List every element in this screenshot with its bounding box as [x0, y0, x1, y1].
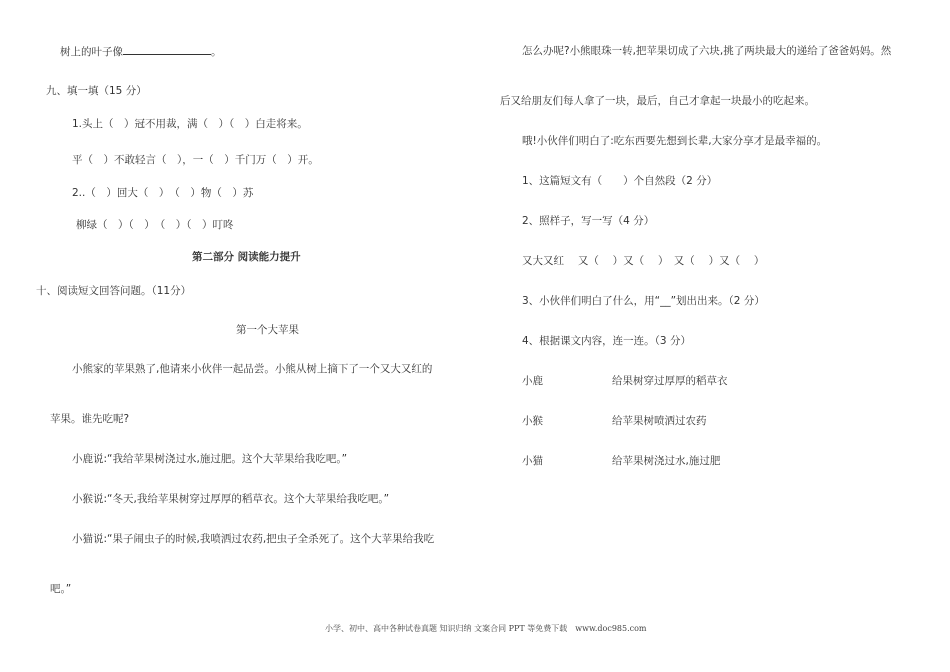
question-2: 2、照样子，写一写（4 分）: [522, 215, 655, 227]
match-deed-2: 给苹果树喷洒过农药: [612, 415, 707, 427]
match-animal-1: 小鹿: [522, 375, 543, 387]
answer-blank[interactable]: [123, 44, 211, 55]
story-title: 第一个大苹果: [236, 324, 299, 336]
section-9-heading: 九、填一填（15 分）: [46, 85, 147, 97]
story-paragraph-1b: 苹果。谁先吃呢?: [50, 413, 130, 425]
question-1: 1、这篇短文有（ ）个自然段（2 分）: [522, 175, 718, 187]
story-paragraph-1a: 小熊家的苹果熟了,他请来小伙伴一起品尝。小熊从树上摘下了一个又大又红的: [72, 363, 433, 375]
match-deed-1: 给果树穿过厚厚的稻草衣: [612, 375, 728, 387]
match-animal-2: 小猴: [522, 415, 543, 427]
page-footer: 小学、初中、高中各种试卷真题 知识归纳 文案合同 PPT 等免费下载 www.doc985.com: [325, 624, 647, 633]
question-4: 4、根据课文内容，连一连。（3 分）: [522, 335, 691, 347]
fill-item-4: 柳绿（ ）（ ） （ ）（ ）叮咚: [76, 219, 234, 231]
story-paragraph-4a: 小猫说:“果子闹虫子的时候,我喷洒过农药,把虫子全杀死了。这个大苹果给我吃: [72, 533, 435, 545]
match-animal-3: 小猫: [522, 455, 543, 467]
section-10-heading: 十、阅读短文回答问题。（11分）: [36, 285, 192, 297]
fill-item-2: 平（ ）不敢轻言（ ），一（ ）千门万（ ）开。: [72, 154, 319, 166]
question-3: 3、小伙伴们明白了什么，用“__”划出出来。（2 分）: [522, 295, 765, 307]
story-paragraph-2: 小鹿说:“我给苹果树浇过水,施过肥。这个大苹果给我吃吧。”: [72, 453, 348, 465]
story-paragraph-4b: 吧。”: [50, 583, 72, 595]
fill-item-3: 2..（ ）回大（ ） （ ）物（ ）苏: [72, 187, 254, 199]
story-paragraph-5a: 怎么办呢?小熊眼珠一转,把苹果切成了六块,挑了两块最大的递给了爸爸妈妈。然: [522, 45, 892, 57]
part-2-title: 第二部分 阅读能力提升: [192, 251, 301, 263]
match-deed-3: 给苹果树浇过水,施过肥: [612, 455, 721, 467]
story-paragraph-5b: 后又给朋友们每人拿了一块，最后，自己才拿起一块最小的吃起来。: [500, 95, 815, 107]
fill-item-1: 1.头上（ ）冠不用裁，满（ ）（ ）白走将来。: [72, 118, 308, 130]
story-paragraph-6: 哦!小伙伴们明白了:吃东西要先想到长辈,大家分享才是最幸福的。: [522, 135, 828, 147]
story-paragraph-3: 小猴说:“冬天,我给苹果树穿过厚厚的稻草衣。这个大苹果给我吃吧。”: [72, 493, 390, 505]
question-2-example: 又大又红 又（ ）又（ ） 又（ ）又（ ）: [522, 255, 765, 267]
fill-in-line: 树上的叶子像 。: [60, 46, 222, 58]
